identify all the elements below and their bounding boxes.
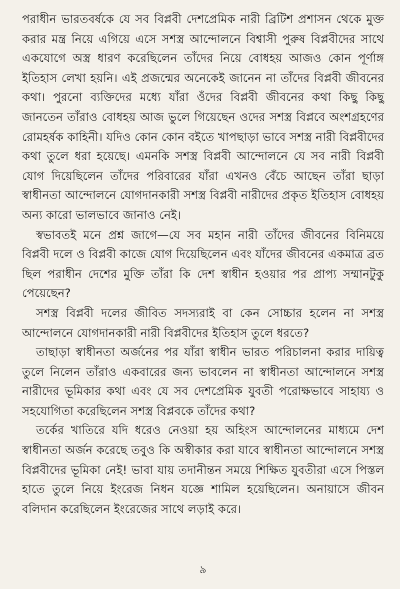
paragraph-3: সশস্ত্র বিপ্লবী দলের জীবিত সদস্যরাই বা কেন সোচ্চার হলেন না সশস্ত্র আন্দোলনে যোগদানকারী নারী বিপ্লবীদের ইতিহাস তুলে ধরতে? (22, 305, 384, 340)
paragraph-1: পরাধীন ভারতবর্ষকে যে সব বিপ্লবী দেশপ্রেমিক নারী ব্রিটিশ প্রশাসন থেকে মুক্ত করার মন্ত্র নিয়ে এগিয়ে এসে সশস্ত্র আন্দোলনে বিশ্বাসী পুরুষ বিপ্লবীদের সাথে একযোগে অস্ত্র ধারণ করেছিলেন তাঁদের নিয়ে বোধহয় আজও কোন পূর্ণাঙ্গ ইতিহাস লেখা হয়নি। এই প্রজন্মের অনেকেই জানেন না তাঁদের বিপ্লবী জীবনের কথা। পুরনো ব্যক্তিদের মধ্যে যাঁরা ওঁদের বিপ্লবী জীবনের কথা কিছু কিছু জানতেন তাঁরাও বোধহয় আজ ভুলে গিয়েছেন ওদের সশস্ত্র বিপ্লবে অংশগ্রহণের রোমহর্ষক কাহিনী। যদিও কোন কোন বইতে খাপছাড়া ভাবে সশস্ত্র নারী বিপ্লবীদের কথা তুলে ধরা হয়েছে। এমনকি সশস্ত্র বিপ্লবী আন্দোলনে যে সব নারী বিপ্লবী যোগ দিয়েছিলেন তাঁদের পরিবারের যাঁরা এখনও বেঁচে আছেন তাঁরা ছাড়া স্বাধীনতা আন্দোলনে যোগদানকারী সশস্ত্র বিপ্লবী নারীদের প্রকৃত ইতিহাস বোধহয় অন্য কারো ভালভাবে জানাও নেই। (22, 12, 384, 222)
paragraph-2: স্বভাবতই মনে প্রশ্ন জাগে—যে সব মহান নারী তাঁদের জীবনের বিনিময়ে বিপ্লবী দলে ও বিপ্লবী কাজে যোগ দিয়েছিলেন এবং যাঁদের জীবনের একমাত্র ব্রত ছিল পরাধীন দেশের মুক্তি তাঁরা কি দেশ স্বাধীন হওয়ার পর প্রাপ্য সম্মানটুকু পেয়েছেন? (22, 227, 384, 301)
paragraph-5: তর্কের খাতিরে যদি ধরেও নেওয়া হয় অহিংস আন্দোলনের মাধ্যমে দেশ স্বাধীনতা অর্জন করেছে তবুও কি অস্বীকার করা যাবে স্বাধীনতা আন্দোলনে সশস্ত্র বিপ্লবীদের ভূমিকা নেই! ভাবা যায় তদানীন্তন সময়ে শিক্ষিত যুবতীরা এসে পিস্তল হাতে তুলে নিয়ে ইংরেজ নিধন যজ্ঞে শামিল হয়েছিলেন। অনায়াসে জীবন বলিদান করেছিলেন ইংরেজের সাথে লড়াই করে। (22, 423, 384, 516)
page-number: ৯ (199, 563, 207, 577)
paragraph-4: তাছাড়া স্বাধীনতা অর্জনের পর যাঁরা স্বাধীন ভারত পরিচালনা করার দায়িত্ব তুলে নিলেন তাঁরাও একবারের জন্য ভাবলেন না স্বাধীনতা আন্দোলনে সশস্ত্র নারীদের ভূমিকার কথা এবং যে সব দেশপ্রেমিক যুবতী পরোক্ষভাবে সাহায্য ও সহযোগিতা করেছিলেন সশস্ত্র বিপ্লবকে তাঁদের কথা? (22, 345, 384, 418)
book-page (22, 10, 384, 580)
